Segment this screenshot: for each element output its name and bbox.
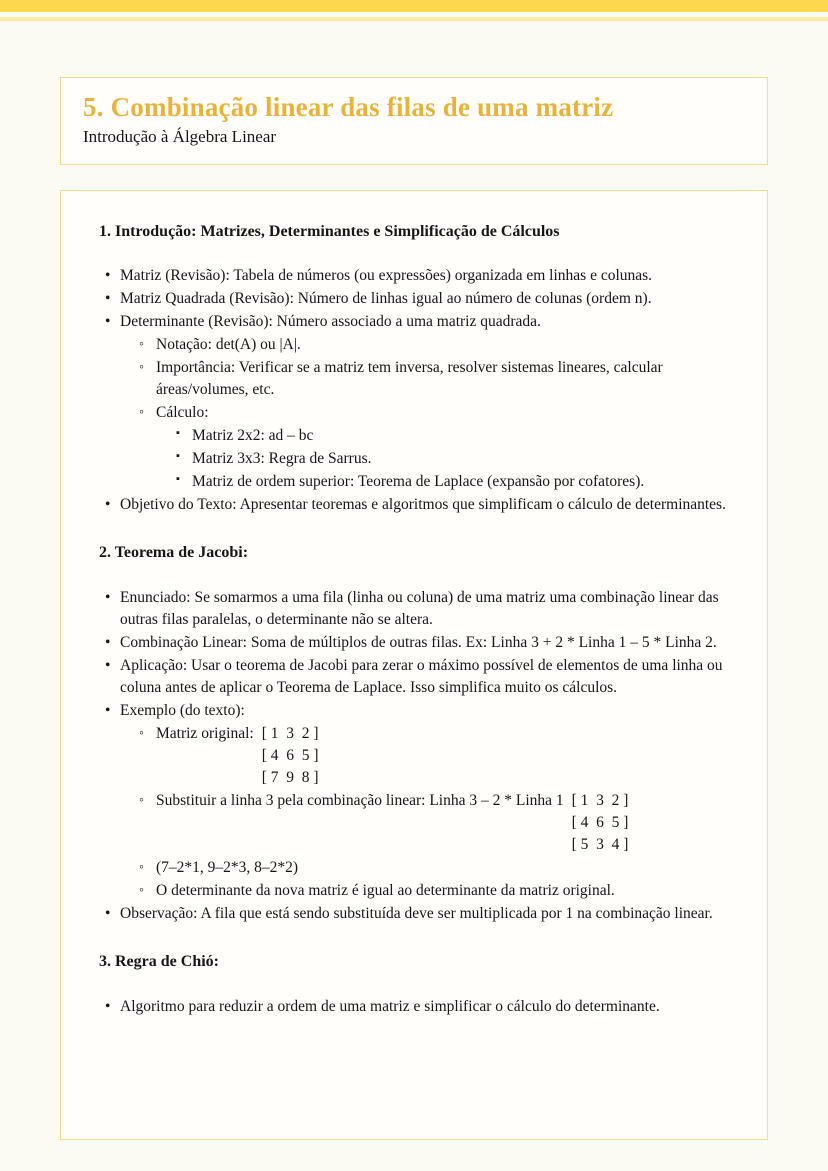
title-card (60, 77, 768, 165)
list-item: • Algoritmo para reduzir a ordem de uma matriz e simplificar o cálculo do determinante. (103, 996, 731, 1018)
top-accent-bar (0, 0, 828, 12)
list-item-matrix-original (139, 723, 731, 789)
section-heading-jacobi: 2. Teorema de Jacobi: (99, 544, 249, 562)
list-item: • Combinação Linear: Soma de múltiplos de outras filas. Ex: Linha 3 + 2 * Linha 1 – 5 * Linha 2. (103, 632, 731, 654)
page-title: 5. Combinação linear das filas de uma matriz (83, 92, 614, 122)
list-item: • Matriz Quadrada (Revisão): Número de linhas igual ao número de colunas (ordem n). (103, 288, 731, 310)
matrix-row: [ 4 6 5 ] (571, 813, 629, 831)
section-heading-chio: 3. Regra de Chió: (99, 952, 219, 970)
list-item: • Determinante (Revisão): Número associado a uma matriz quadrada. (103, 311, 731, 333)
list-item: ◦ (7–2*1, 9–2*3, 8–2*2) (139, 857, 731, 879)
list-item: • Exemplo (do texto): (103, 700, 731, 722)
matrix-row: [ 1 3 2 ] (571, 791, 629, 809)
list-item: • Objetivo do Texto: Apresentar teoremas e algoritmos que simplificam o cálculo de determinantes. (103, 494, 731, 516)
list-item: • Aplicação: Usar o teorema de Jacobi para zerar o máximo possível de elementos de uma linha ou coluna antes de aplicar o Teorema de Laplace. Isso simplifica muito os cálculos. (103, 655, 731, 699)
list-item: • Matriz (Revisão): Tabela de números (ou expressões) organizada em linhas e colunas. (103, 265, 731, 287)
list-item-matrix-substituted (139, 790, 731, 856)
list-item: • Observação: A fila que está sendo substituída deve ser multiplicada por 1 na combinação linear. (103, 903, 731, 925)
content-card (60, 190, 768, 1140)
matrix-original-label: ◦ Matriz original: (156, 724, 254, 742)
matrix-substituted-label: ◦ Substituir a linha 3 pela combinação linear: Linha 3 – 2 * Linha 1 (156, 791, 564, 809)
list-item: ◦ Importância: Verificar se a matriz tem inversa, resolver sistemas lineares, calcular áreas/volumes, etc. (139, 357, 731, 401)
list-item: ◦ Cálculo: (139, 402, 731, 424)
list-item: ▪ Matriz 2x2: ad – bc (175, 425, 731, 447)
matrix-row: [ 4 6 5 ] (261, 746, 319, 764)
page-subtitle: Introdução à Álgebra Linear (83, 127, 277, 147)
matrix-row: [ 5 3 4 ] (571, 835, 629, 853)
list-item: ▪ Matriz 3x3: Regra de Sarrus. (175, 448, 731, 470)
list-item: ◦ O determinante da nova matriz é igual ao determinante da matriz original. (139, 880, 731, 902)
matrix-row: [ 1 3 2 ] (261, 724, 319, 742)
list-item: ▪ Matriz de ordem superior: Teorema de Laplace (expansão por cofatores). (175, 471, 731, 493)
section-heading-intro: 1. Introdução: Matrizes, Determinantes e Simplificação de Cálculos (99, 222, 560, 240)
matrix-substituted (572, 790, 629, 856)
matrix-original (262, 723, 319, 789)
list-item: ◦ Notação: det(A) ou |A|. (139, 334, 731, 356)
top-accent-stripe (0, 17, 828, 21)
list-item: • Enunciado: Se somarmos a uma fila (linha ou coluna) de uma matriz uma combinação linear das outras filas paralelas, o determinante não se altera. (103, 587, 731, 631)
matrix-row: [ 7 9 8 ] (261, 768, 319, 786)
